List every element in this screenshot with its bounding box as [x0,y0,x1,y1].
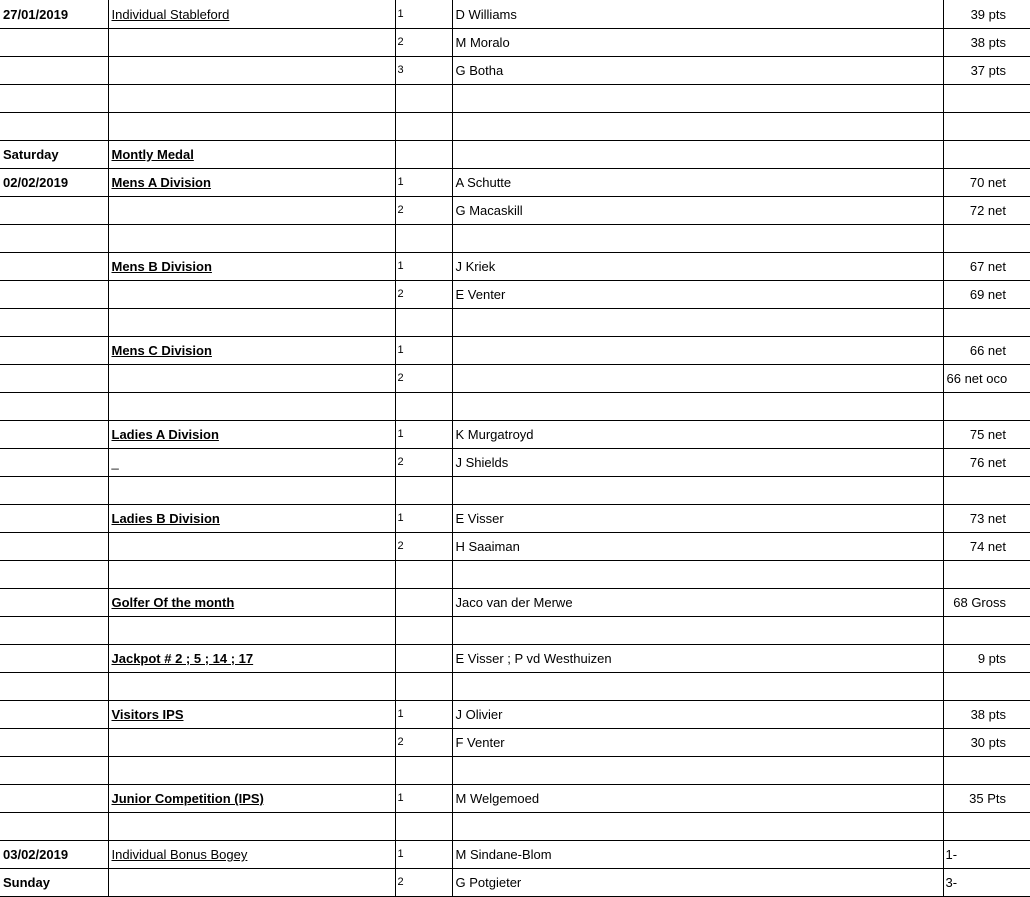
player-name-cell: G Macaskill [452,197,943,225]
competition-cell [108,113,395,141]
player-name-cell [452,225,943,253]
table-row [0,141,1030,169]
position-cell [395,477,452,505]
date-cell [0,281,108,309]
result-cell: 35 Pts [943,785,1030,813]
position-cell: 2 [395,281,452,309]
date-cell [0,309,108,337]
result-cell: 66 net oco [943,365,1030,393]
position-cell: 2 [395,197,452,225]
result-cell: 76 net [943,449,1030,477]
player-name-cell [452,365,943,393]
table-row [0,561,1030,589]
player-name-cell: K Murgatroyd [452,421,943,449]
result-cell [943,141,1030,169]
table-row [0,617,1030,645]
date-cell [0,785,108,813]
player-name-cell: J Olivier [452,701,943,729]
position-cell [395,561,452,589]
competition-cell: Junior Competition (IPS) [108,785,395,813]
date-cell [0,505,108,533]
date-cell [0,57,108,85]
player-name-cell: J Kriek [452,253,943,281]
result-cell [943,85,1030,113]
date-cell [0,589,108,617]
date-cell [0,29,108,57]
competition-cell: Ladies B Division [108,505,395,533]
competition-cell [108,29,395,57]
table-row [0,337,1030,365]
result-cell [943,477,1030,505]
player-name-cell [452,813,943,841]
position-cell: 1 [395,169,452,197]
position-cell: 1 [395,0,452,29]
date-cell [0,197,108,225]
competition-cell [108,197,395,225]
date-cell [0,225,108,253]
result-cell [943,757,1030,785]
result-cell [943,617,1030,645]
competition-cell [108,365,395,393]
player-name-cell: D Williams [452,0,943,29]
position-cell: 2 [395,365,452,393]
date-cell: Saturday [0,141,108,169]
player-name-cell: A Schutte [452,169,943,197]
table-row [0,813,1030,841]
table-row [0,393,1030,421]
result-cell: 66 net [943,337,1030,365]
competition-cell [108,729,395,757]
player-name-cell: E Visser ; P vd Westhuizen [452,645,943,673]
table-row [0,505,1030,533]
table-row [0,785,1030,813]
position-cell: 3 [395,57,452,85]
table-row [0,869,1030,897]
position-cell [395,225,452,253]
player-name-cell [452,85,943,113]
result-cell: 68 Gross [943,589,1030,617]
player-name-cell: J Shields [452,449,943,477]
competition-cell: Individual Bonus Bogey [108,841,395,869]
competition-cell [108,757,395,785]
date-cell [0,477,108,505]
competition-cell [108,85,395,113]
competition-cell: Ladies A Division [108,421,395,449]
date-cell [0,449,108,477]
table-row [0,729,1030,757]
date-cell: 02/02/2019 [0,169,108,197]
competition-cell [108,225,395,253]
result-cell: 39 pts [943,0,1030,29]
result-cell [943,673,1030,701]
result-cell [943,813,1030,841]
result-cell: 1- [943,841,1030,869]
result-cell [943,393,1030,421]
table-row [0,365,1030,393]
competition-cell [108,673,395,701]
player-name-cell [452,673,943,701]
table-row [0,197,1030,225]
result-cell: 37 pts [943,57,1030,85]
table-row [0,757,1030,785]
date-cell [0,421,108,449]
date-cell [0,617,108,645]
competition-cell: Visitors IPS [108,701,395,729]
player-name-cell: H Saaiman [452,533,943,561]
player-name-cell: F Venter [452,729,943,757]
date-cell: Sunday [0,869,108,897]
date-cell [0,757,108,785]
date-cell [0,645,108,673]
result-cell: 69 net [943,281,1030,309]
table-row [0,85,1030,113]
player-name-cell: M Sindane-Blom [452,841,943,869]
table-row [0,449,1030,477]
table-row [0,253,1030,281]
table-row [0,57,1030,85]
competition-cell [108,57,395,85]
player-name-cell [452,113,943,141]
player-name-cell [452,561,943,589]
result-cell: 73 net [943,505,1030,533]
position-cell: 1 [395,505,452,533]
date-cell [0,85,108,113]
position-cell [395,645,452,673]
player-name-cell [452,757,943,785]
date-cell [0,393,108,421]
result-cell: 3- [943,869,1030,897]
competition-cell [108,617,395,645]
player-name-cell: M Welgemoed [452,785,943,813]
table-row [0,29,1030,57]
date-cell [0,533,108,561]
position-cell: 1 [395,253,452,281]
competition-cell [108,869,395,897]
player-name-cell: G Potgieter [452,869,943,897]
date-cell: 03/02/2019 [0,841,108,869]
player-name-cell [452,309,943,337]
date-cell [0,701,108,729]
position-cell [395,673,452,701]
table-row [0,421,1030,449]
player-name-cell [452,617,943,645]
position-cell [395,85,452,113]
competition-cell: Jackpot # 2 ; 5 ; 14 ; 17 [108,645,395,673]
result-cell: 72 net [943,197,1030,225]
player-name-cell [452,393,943,421]
position-cell: 1 [395,841,452,869]
table-row [0,0,1030,29]
date-cell [0,113,108,141]
competition-cell: Individual Stableford [108,0,395,29]
date-cell [0,365,108,393]
table-row [0,701,1030,729]
player-name-cell [452,477,943,505]
position-cell [395,113,452,141]
result-cell: 74 net [943,533,1030,561]
result-cell: 30 pts [943,729,1030,757]
competition-cell [108,309,395,337]
position-cell: 2 [395,29,452,57]
player-name-cell: M Moralo [452,29,943,57]
position-cell [395,757,452,785]
position-cell: 1 [395,337,452,365]
date-cell [0,337,108,365]
competition-cell [108,813,395,841]
table-row [0,533,1030,561]
player-name-cell [452,141,943,169]
competition-cell: Golfer Of the month [108,589,395,617]
player-name-cell: E Visser [452,505,943,533]
result-cell: 67 net [943,253,1030,281]
table-row [0,645,1030,673]
competition-cell [108,477,395,505]
table-row [0,477,1030,505]
position-cell: 1 [395,421,452,449]
date-cell [0,673,108,701]
table-row [0,309,1030,337]
table-row [0,113,1030,141]
competition-cell [108,561,395,589]
player-name-cell: E Venter [452,281,943,309]
table-row [0,673,1030,701]
date-cell: 27/01/2019 [0,0,108,29]
competition-cell: Mens A Division [108,169,395,197]
position-cell: 1 [395,701,452,729]
date-cell [0,561,108,589]
table-row [0,841,1030,869]
player-name-cell: Jaco van der Merwe [452,589,943,617]
player-name-cell [452,337,943,365]
position-cell [395,141,452,169]
result-cell: 38 pts [943,701,1030,729]
result-cell [943,309,1030,337]
date-cell [0,813,108,841]
date-cell [0,253,108,281]
result-cell: 9 pts [943,645,1030,673]
position-cell: 2 [395,449,452,477]
position-cell: 2 [395,533,452,561]
date-cell [0,729,108,757]
result-cell: 75 net [943,421,1030,449]
position-cell: 2 [395,729,452,757]
result-cell [943,225,1030,253]
result-cell [943,561,1030,589]
position-cell: 2 [395,869,452,897]
table-row [0,589,1030,617]
position-cell [395,393,452,421]
competition-cell: _ [108,449,395,477]
table-row [0,281,1030,309]
competition-cell: Mens C Division [108,337,395,365]
competition-cell [108,393,395,421]
position-cell [395,617,452,645]
result-cell: 38 pts [943,29,1030,57]
player-name-cell: G Botha [452,57,943,85]
position-cell [395,589,452,617]
position-cell [395,813,452,841]
result-cell [943,113,1030,141]
table-row [0,225,1030,253]
competition-cell [108,533,395,561]
competition-cell: Montly Medal [108,141,395,169]
competition-cell [108,281,395,309]
table-row [0,169,1030,197]
competition-cell: Mens B Division [108,253,395,281]
position-cell: 1 [395,785,452,813]
result-cell: 70 net [943,169,1030,197]
position-cell [395,309,452,337]
